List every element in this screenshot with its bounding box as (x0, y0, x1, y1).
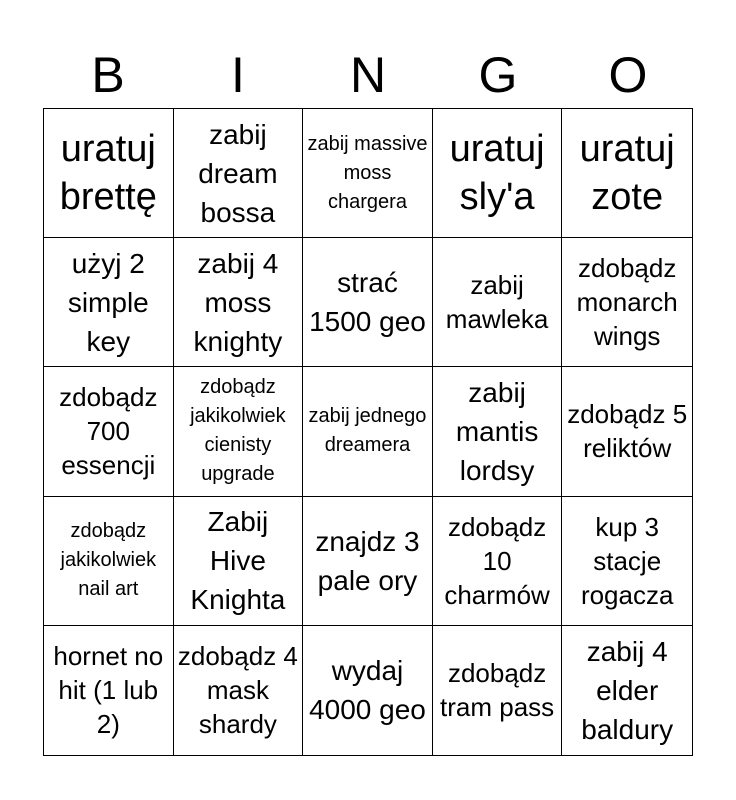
cell-text: zabij mantis lordsy (455, 376, 539, 486)
cell-text: zdobądz 10 charmów (444, 511, 550, 610)
cell-text: zabij mawleka (445, 270, 549, 335)
bingo-cell[interactable] (562, 238, 692, 367)
bingo-cell[interactable] (44, 238, 174, 367)
title-letter-i: I (231, 47, 245, 103)
cell-text: uratuj zote (579, 128, 675, 219)
bingo-cell[interactable] (562, 367, 692, 496)
bingo-cell[interactable] (433, 238, 563, 367)
bingo-cell[interactable] (44, 367, 174, 496)
bingo-cell[interactable] (303, 497, 433, 626)
cell-text: zdobądz jakikolwiek cienisty upgrade (190, 376, 286, 486)
bingo-cell[interactable] (433, 367, 563, 496)
bingo-cell[interactable] (433, 626, 563, 755)
cell-text: użyj 2 simple key (67, 247, 149, 357)
bingo-cell[interactable] (44, 626, 174, 755)
bingo-cell[interactable] (433, 497, 563, 626)
cell-text: zabij jednego dreamera (308, 405, 427, 457)
bingo-cell[interactable] (562, 497, 692, 626)
cell-text: strać 1500 geo (309, 267, 426, 338)
bingo-cell[interactable] (303, 367, 433, 496)
cell-text: zabij 4 moss knighty (193, 247, 283, 357)
cell-text: zabij massive moss chargera (307, 132, 428, 213)
cell-text: hornet no hit (1 lub 2) (53, 641, 164, 740)
bingo-cell[interactable] (44, 497, 174, 626)
cell-text: zdobądz 700 essencji (59, 382, 158, 481)
bingo-cell[interactable] (303, 238, 433, 367)
bingo-cell[interactable] (303, 109, 433, 238)
cell-text: Zabij Hive Knighta (190, 506, 286, 616)
bingo-grid (43, 108, 693, 756)
cell-text: kup 3 stacje rogacza (580, 511, 674, 610)
bingo-cell[interactable] (562, 626, 692, 755)
bingo-cell[interactable] (174, 497, 304, 626)
cell-text: zdobądz monarch wings (576, 253, 678, 352)
cell-text: uratuj brettę (59, 128, 157, 219)
title-letter-g: G (478, 47, 518, 103)
cell-text: zdobądz jakikolwiek nail art (60, 520, 157, 601)
cell-text: uratuj sly'a (449, 128, 545, 219)
bingo-cell[interactable] (174, 367, 304, 496)
cell-text: wydaj 4000 geo (309, 655, 426, 726)
bingo-cell[interactable] (562, 109, 692, 238)
cell-text: zabij dream bossa (198, 118, 278, 228)
bingo-cell[interactable] (174, 109, 304, 238)
bingo-cell[interactable] (303, 626, 433, 755)
bingo-cell[interactable] (433, 109, 563, 238)
bingo-title (43, 42, 693, 108)
cell-text: zdobądz tram pass (440, 658, 555, 723)
cell-text: zdobądz 5 reliktów (567, 399, 688, 464)
cell-text: zabij 4 elder baldury (581, 635, 674, 745)
bingo-cell[interactable] (174, 238, 304, 367)
title-letter-n: N (349, 47, 387, 103)
cell-text: zdobądz 4 mask shardy (177, 641, 298, 740)
bingo-cell[interactable] (44, 109, 174, 238)
cell-text: znajdz 3 pale ory (315, 525, 420, 596)
bingo-cell[interactable] (174, 626, 304, 755)
title-letter-b: B (91, 47, 125, 103)
title-letter-o: O (608, 47, 648, 103)
